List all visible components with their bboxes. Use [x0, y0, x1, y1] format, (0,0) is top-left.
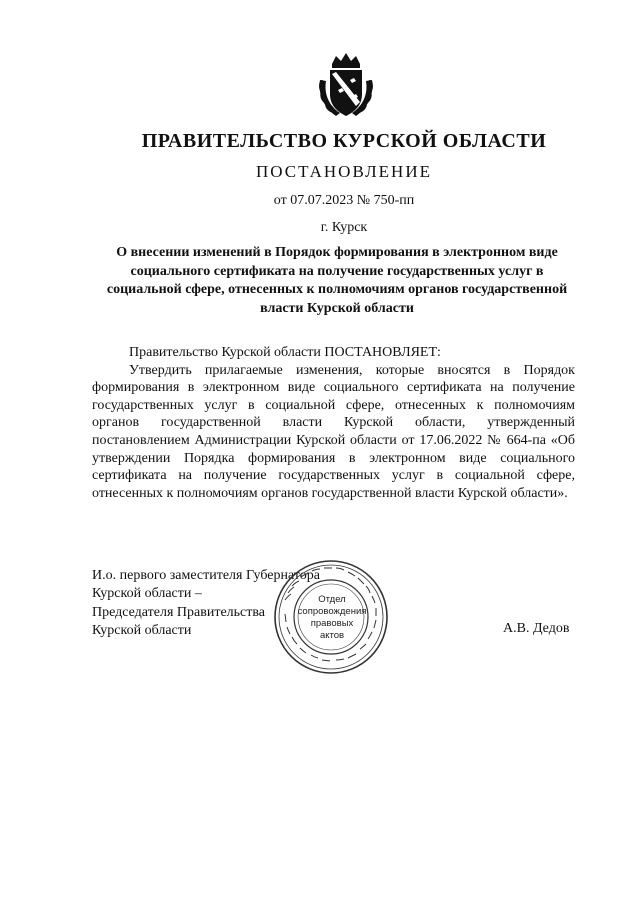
resolution-intro: Правительство Курской области ПОСТАНОВЛЯЕТ: — [129, 345, 441, 360]
document-type: ПОСТАНОВЛЕНИЕ — [255, 162, 432, 181]
signer-position-line: И.о. первого заместителя Губернатора — [92, 568, 320, 583]
government-title: ПРАВИТЕЛЬСТВО КУРСКОЙ ОБЛАСТИ — [141, 130, 547, 152]
document-date-number: от 07.07.2023 № 750-пп — [273, 193, 415, 208]
document-city: г. Курск — [320, 220, 368, 235]
signer-name: А.В. Дедов — [503, 621, 570, 636]
stamp-line: сопровождения — [297, 606, 367, 617]
signer-position-line: Курской области – — [92, 586, 202, 602]
document-subject: О внесении изменений в Порядок формирования в электронном виде социального сертификата на получение государственных услуг в социальной сфере, отнесенных к полномочиям органов государственной власти Курской области — [106, 245, 568, 316]
resolution-paragraph: Утвердить прилагаемые изменения, которые вносятся в Порядок формирования в электронном виде социального сертификата на получение государственных услуг в социальной сфере, отнесенных к полномочиям органов государственной власти Курской области, утвержденный постановлением Администрации Курской области от 17.06.2022 № 664-па «Об утверждении Порядка формирования в электронном виде социального сертификата на получение государственных услуг в социальной сфере, отнесенных к полномочиям органов государственной власти Курской области». — [92, 362, 575, 501]
signer-position-line: Председателя Правительства — [92, 604, 266, 620]
kursk-coat-of-arms-icon — [310, 50, 382, 122]
signer-position-line: Курской области — [92, 623, 192, 639]
stamp-line: Отдел — [318, 594, 346, 605]
document-body — [92, 344, 575, 502]
stamp-line: правовых — [310, 618, 354, 629]
stamp-line: актов — [319, 630, 345, 641]
stamp-text — [296, 594, 368, 642]
